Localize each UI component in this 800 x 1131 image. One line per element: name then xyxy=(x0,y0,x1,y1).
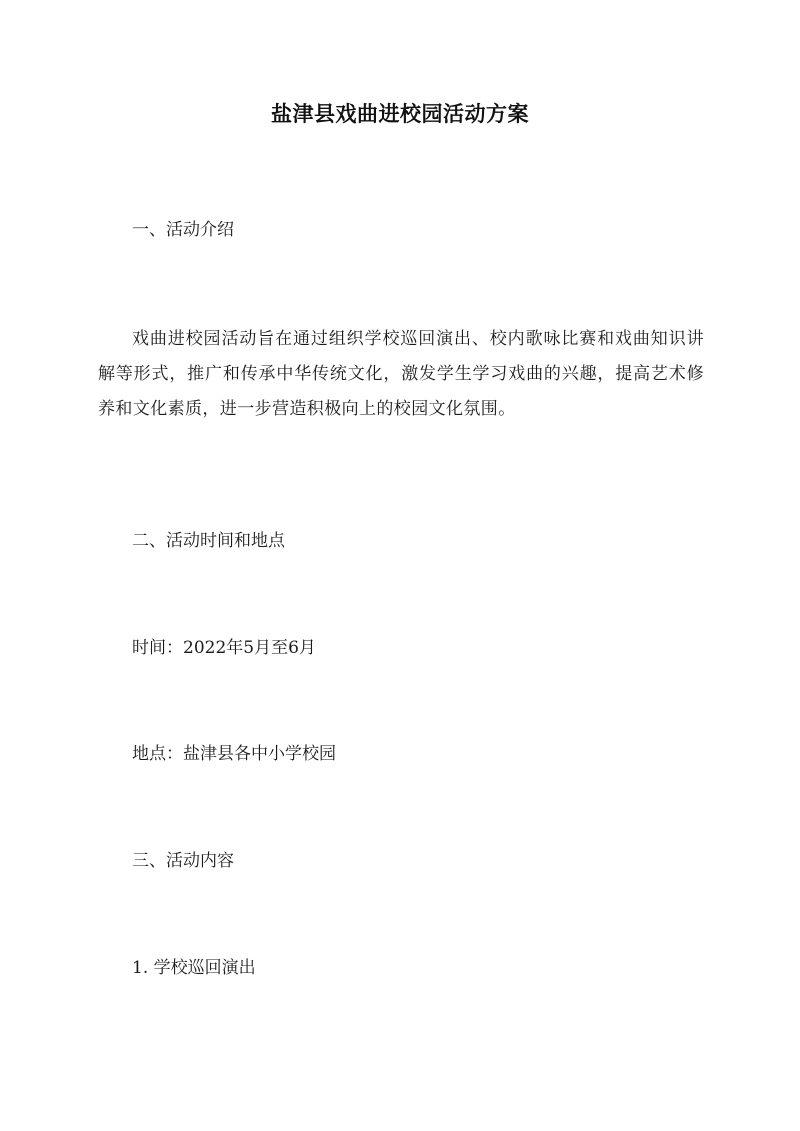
document-title: 盐津县戏曲进校园活动方案 xyxy=(271,101,529,126)
content-item-1: 1. 学校巡回演出 xyxy=(132,958,256,978)
section-heading-introduction: 一、活动介绍 xyxy=(132,220,234,240)
activity-time: 时间：2022年5月至6月 xyxy=(132,638,316,658)
section-heading-time-place: 二、活动时间和地点 xyxy=(132,531,285,551)
section-heading-content: 三、活动内容 xyxy=(132,851,234,871)
activity-place: 地点：盐津县各中小学校园 xyxy=(132,744,336,764)
introduction-paragraph: 戏曲进校园活动旨在通过组织学校巡回演出、校内歌咏比赛和戏曲知识讲解等形式，推广和传承中华传统文化，激发学生学习戏曲的兴趣，提高艺术修养和文化素质，进一步营造积极向上的校园文化氛围。 xyxy=(98,329,704,419)
